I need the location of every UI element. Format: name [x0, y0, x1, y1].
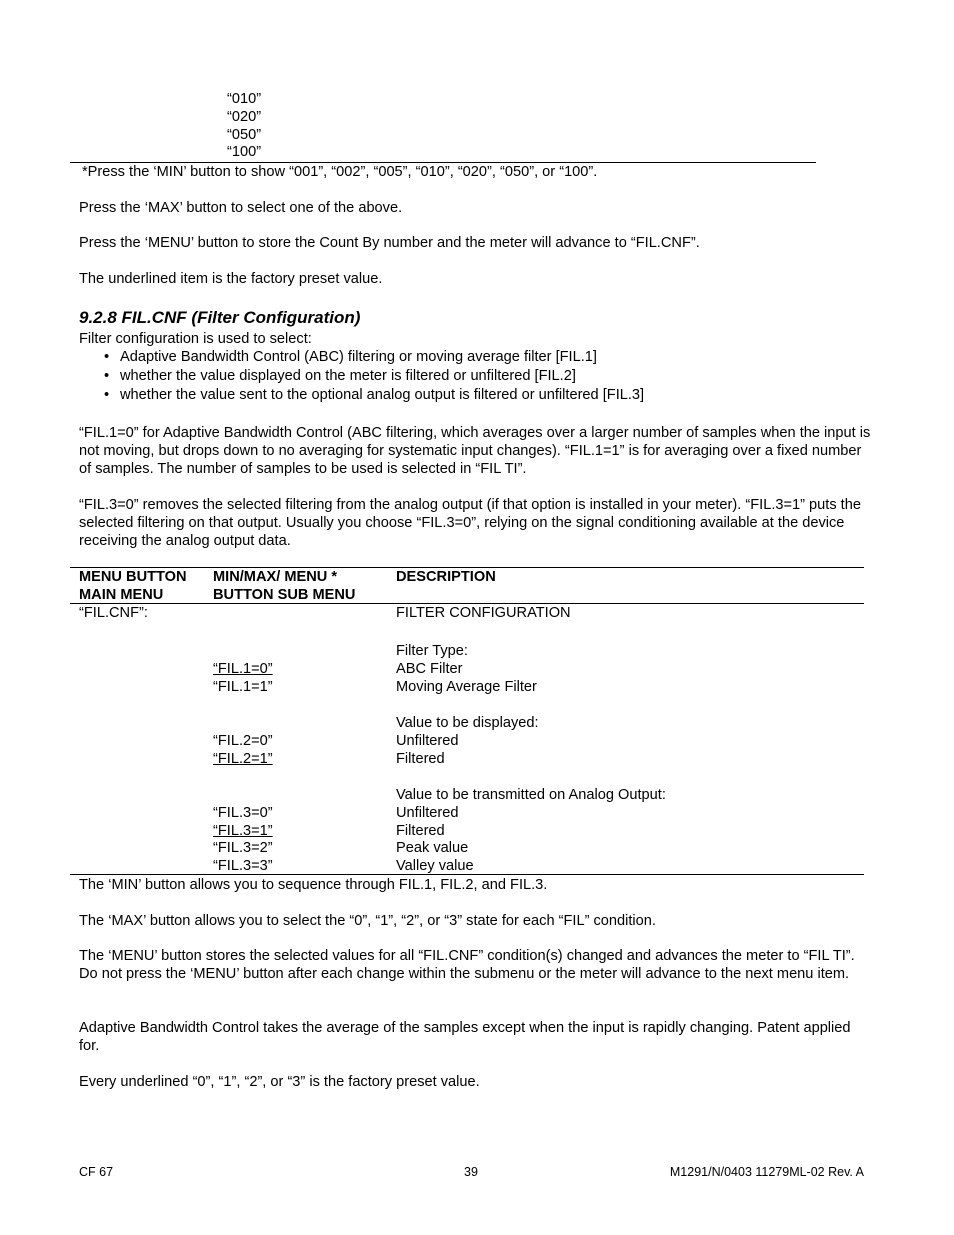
fil3-paragraph: “FIL.3=0” removes the selected filtering from the analog output (if that option is installed in your meter). “FIL.3=1” puts the selected filtering on that output. Usually you choose “FIL.3=0”, relying on the signal conditioning available at the device receiving the analog output data.: [79, 497, 861, 549]
option-description: Peak value: [396, 840, 469, 856]
abc-paragraph: Adaptive Bandwidth Control takes the average of the samples except when the input is rapidly changing. Patent applied for.: [79, 1020, 851, 1054]
list-item: • whether the value displayed on the meter is filtered or unfiltered [FIL.2]: [104, 367, 644, 386]
option-description: Unfiltered: [396, 733, 459, 749]
submenu-code: “FIL.3=2”: [213, 840, 273, 856]
footer-right: M1291/N/0403 11279ML-02 Rev. A: [669, 1165, 864, 1179]
submenu-code: “FIL.3=0”: [213, 805, 273, 821]
page-number: 39: [464, 1165, 478, 1179]
preset-paragraph: Every underlined “0”, “1”, “2”, or “3” is the factory preset value.: [79, 1074, 480, 1090]
footer-left: CF 67: [79, 1165, 114, 1179]
section-heading: 9.2.8 FIL.CNF (Filter Configuration): [79, 308, 361, 327]
submenu-code: “FIL.1=1”: [213, 679, 273, 695]
menu-button-paragraph: Press the ‘MENU’ button to store the Count By number and the meter will advance to “FIL.CNF”.: [79, 235, 700, 251]
fil1-paragraph: “FIL.1=0” for Adaptive Bandwidth Control (ABC filtering, which averages over a larger number of samples when the input is not moving, but drops down to no averaging for systematic input changes). “FIL.1=1” is for averaging over a fixed number of samples. The number of samples to be used is selected in “FIL TI”.: [79, 425, 871, 477]
option-description: Filtered: [396, 751, 445, 767]
min-button-paragraph: The ‘MIN’ button allows you to sequence through FIL.1, FIL.2, and FIL.3.: [79, 877, 548, 893]
min-button-note: *Press the ‘MIN’ button to show “001”, “002”, “005”, “010”, “020”, “050”, or “100”.: [82, 164, 598, 180]
table-bottom-rule: [70, 874, 864, 875]
column-header: MENU BUTTON: [79, 569, 187, 585]
group-title: Value to be transmitted on Analog Output:: [396, 787, 666, 803]
option-description: Unfiltered: [396, 805, 459, 821]
count-by-option: “100”: [227, 144, 262, 160]
column-header: MIN/MAX/ MENU *: [213, 569, 338, 585]
column-header: MAIN MENU: [79, 587, 164, 603]
option-description: ABC Filter: [396, 661, 463, 677]
main-menu-cell: “FIL.CNF”:: [79, 605, 148, 621]
factory-preset-note: The underlined item is the factory preset value.: [79, 271, 383, 287]
max-button-paragraph: The ‘MAX’ button allows you to select the “0”, “1”, “2”, or “3” state for each “FIL” condition.: [79, 913, 656, 929]
submenu-code: “FIL.1=0”: [213, 661, 273, 677]
submenu-code: “FIL.3=3”: [213, 858, 273, 874]
submenu-code: “FIL.3=1”: [213, 823, 273, 839]
submenu-code: “FIL.2=1”: [213, 751, 273, 767]
option-description: Moving Average Filter: [396, 679, 537, 695]
filter-options-list: [104, 348, 644, 405]
column-header: BUTTON SUB MENU: [213, 587, 356, 603]
max-button-paragraph: Press the ‘MAX’ button to select one of the above.: [79, 200, 403, 216]
menu-button-paragraph: The ‘MENU’ button stores the selected values for all “FIL.CNF” condition(s) changed and advances the meter to “FIL TI”. Do not press the ‘MENU’ button after each change within the submenu or the meter will advance to the next menu item.: [79, 948, 855, 982]
count-by-option: “010”: [227, 91, 262, 107]
column-header: DESCRIPTION: [396, 569, 496, 585]
config-title: FILTER CONFIGURATION: [396, 605, 571, 621]
filter-intro: Filter configuration is used to select:: [79, 331, 312, 347]
count-by-option: “050”: [227, 127, 262, 143]
option-description: Valley value: [396, 858, 474, 874]
submenu-code: “FIL.2=0”: [213, 733, 273, 749]
option-description: Filtered: [396, 823, 445, 839]
group-title: Filter Type:: [396, 643, 468, 659]
count-by-option: “020”: [227, 109, 262, 125]
group-title: Value to be displayed:: [396, 715, 539, 731]
list-item: • Adaptive Bandwidth Control (ABC) filtering or moving average filter [FIL.1]: [104, 348, 644, 367]
list-item: • whether the value sent to the optional analog output is filtered or unfiltered [FIL.3]: [104, 386, 644, 405]
